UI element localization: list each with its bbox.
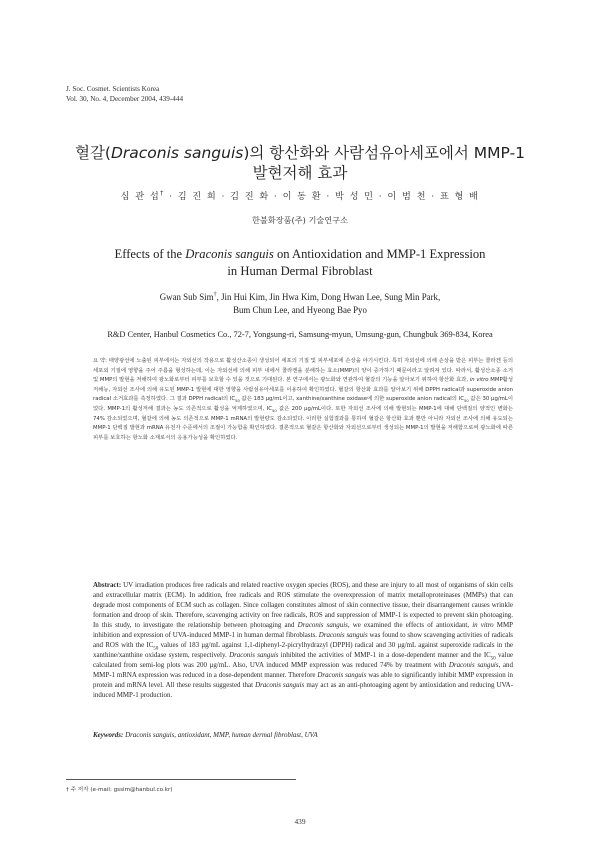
journal-header <box>66 85 183 104</box>
english-abstract-text: inhibited the activities of MMP-1 in a dose-dependent manner and the IC <box>278 651 491 659</box>
subscript: 50 <box>235 399 240 404</box>
english-abstract-text: may act as an anti-photoaging agent by antioxidation and reducing UVA-induced MMP-1 production. <box>93 681 513 699</box>
keywords-label: Keywords: <box>93 731 124 739</box>
korean-first-author: 심 관 섭 <box>120 191 161 202</box>
page-number: 439 <box>294 817 306 826</box>
english-title-line2: in Human Dermal Fibroblast <box>227 264 373 278</box>
korean-authors <box>0 188 600 202</box>
korean-abstract-text: 태양광선에 노출된 피부에서는 자외선의 작용으로 활성산소종이 생성되어 세포의 기질 및 피부세포에 손상을 야기시킨다. 특히 자외선에 의해 손상을 받은 피부는 콜라겐 등의 세포외 기질에 영향을 주어 주름을 형성하는데, 이는 자외선에 의해 피부 내에서 콜라겐을 분해하는 효소(MMP)의 양이 증가하기 때문이라고 알려져 있다. 따라서, 활성산소종 소거 및 MMP의 발현을 저해하여 광노화로부터 피부를 보호할 수 있을 것으로 기대된다. 본 연구에서는 광노화와 연관하여 혈갈의 기능을 알아보기 위하여 항산화 효과, <box>93 358 514 384</box>
english-title <box>0 246 600 280</box>
english-abstract-text: , and MMP-1 mRNA expression was reduced in a dose-dependent manner. Therefore <box>93 661 513 679</box>
keywords-text: Draconis sanguis, antioxidant, MMP, human dermal fibroblast, UVA <box>123 731 318 739</box>
english-abstract-text: value calculated from semi-log plots was 200 μg/mL. Also, UVA induced MMP expression was reduced 74% by treatment with <box>93 651 513 669</box>
korean-abstract-text: 값은 200 μg/mL이다. 또한 자외선 조사에 의해 발현되는 MMP-1에 대해 단백질의 양적인 변화는 74% 감소되었으며, 혈갈에 의해 농도 의존적으로 MMP-1 mRNA의 발현량도 감소되었다. 이러한 실험결과를 통하여 혈갈은 항산화 효과 뿐만 아니라 자외선 조사에 의해 유도되는 MMP-1 단백질 발현과 mRNA 유전자 수준에서의 조절이 가능함을 확인하였다. 결론적으로 혈갈은 항산화와 자외선으로부터 생성되는 MMP-1의 발현을 저해함으로써 광노화에 따른 피부를 보호하는 항노화 소재로서의 응용가능성을 확인하였다. <box>93 405 513 441</box>
corresponding-author-footnote: † 주 저자 (e-mail: gssim@hanbul.co.kr) <box>66 787 173 793</box>
korean-abstract-text: 값은 183 μg/mL이고, xanthine/xanthine oxidase에 의한 superoxide anion radical의 IC <box>239 396 464 403</box>
korean-title-latin: Draconis sanguis <box>110 144 244 162</box>
english-authors-line2: Bum Chun Lee, and Hyeong Bae Pyo <box>233 305 367 315</box>
korean-other-authors: · 김 진 희 · 김 진 화 · 이 동 환 · 박 성 민 · 이 범 천 · 표 형 배 <box>164 191 480 202</box>
english-title-prefix: Effects of the <box>114 247 186 261</box>
footnote-divider <box>66 779 296 780</box>
english-abstract-text: UV irradiation produces free radicals and related reactive oxygen species (ROS), and these are injury to all most of organisms of skin cells and extracellular matrix (ECM). In addition, free radicals and ROS stimulate the overexpression of matrix metalloproteinases (MMPs) that can degrade most components of ECM such as collagen. Since collagen constitutes almost of skin connective tissue, their disarrangement causes wrinkle formation and droop of skin. Therefore, scavenging activity on free radicals, ROS and suppression of MMP-1 is expected to prevent skin photoaging. In this study, to investigate the relationship between photoaging and <box>93 581 513 629</box>
species-name: Draconis sanguis <box>317 671 367 679</box>
korean-author-dagger: † <box>160 188 165 197</box>
journal-name: J. Soc. Cosmet. Scientists Korea <box>66 85 160 93</box>
english-title-suffix: on Antioxidation and MMP-1 Expression <box>273 247 486 261</box>
korean-abstract-in-vitro: in vitro <box>469 377 489 384</box>
english-affiliation: R&D Center, Hanbul Cosmetics Co., 72-7, Yongsung-ri, Samsung-myun, Umsung-gun, Chungbuk 369-834, Korea <box>107 330 493 339</box>
korean-abstract-text: MMP활성 저해능, 자외선 조사에 의해 유도된 MMP-1 발현에 대한 영향을 사람섬유아세포를 이용하여 확인하였다. 혈갈의 항산화 효과를 알아보기 위해 DPPH radical과 superoxide anion radical 소거효과를 측정하였다. 그 결과 DPPH radical의 IC <box>93 377 513 403</box>
species-name: Draconis sanguis <box>255 681 305 689</box>
english-abstract-text: was able to significantly inhibit MMP expression in protein and mRNA level. All these results suggested that <box>93 671 513 689</box>
subscript: 50 <box>271 409 277 414</box>
korean-title-suffix: )의 항산화와 사람섬유아세포에서 MMP-1 <box>243 144 526 162</box>
english-first-author: Gwan Sub Sim <box>159 292 214 302</box>
journal-volume: Vol. 30, No. 4, December 2004, 439-444 <box>66 94 184 103</box>
subscript: 50 <box>153 646 159 652</box>
english-authors <box>0 291 600 317</box>
species-name: Draconis sanguis <box>297 621 348 629</box>
english-abstract-label: Abstract: <box>93 581 122 589</box>
korean-title-prefix: 혈갈( <box>74 144 111 162</box>
english-abstract-text: MMP inhibition and expression of UVA-induced MMP-1 in human dermal fibroblasts. <box>93 621 514 639</box>
subscript: 50 <box>463 399 469 404</box>
english-abstract-text: was found to show scavenging activities of radicals and ROS with the IC <box>93 631 514 649</box>
english-abstract-text: values of 183 μg/mL against 1,1-diphenyl-2-picrylhydrazyl (DPPH) radical and 30 μg/mL against superoxide radicals in the xanthine/xanthine oxidase system, respectively. <box>93 641 513 659</box>
in-vitro-term: in vitro <box>472 621 494 629</box>
korean-abstract-text: 값은 30 μg/mL이었다. MMP-1의 활성저해 결과는 농도 의존적으로 활성을 억제하였으며, IC <box>93 396 513 412</box>
korean-abstract-label: 요 약: <box>93 358 107 364</box>
species-name: Draconis sanguis <box>318 631 368 639</box>
english-author-dagger: † <box>213 291 217 299</box>
english-abstract-text: , we examined the effects of antioxidant, <box>347 621 473 629</box>
english-title-latin: Draconis sanguis <box>185 247 274 261</box>
korean-affiliation: 한불화장품(주) 기술연구소 <box>252 215 348 225</box>
english-authors-line1: , Jin Hui Kim, Jin Hwa Kim, Dong Hwan Lee, Sung Min Park, <box>216 292 441 302</box>
keywords <box>93 731 513 739</box>
species-name: Draconis sanguis <box>229 651 279 659</box>
korean-title-line2: 발현저해 효과 <box>252 164 348 182</box>
korean-abstract <box>93 357 513 443</box>
species-name: Draconis sanguis <box>448 661 499 669</box>
subscript: 50 <box>490 656 496 662</box>
english-abstract <box>93 580 513 700</box>
korean-title <box>0 143 600 183</box>
